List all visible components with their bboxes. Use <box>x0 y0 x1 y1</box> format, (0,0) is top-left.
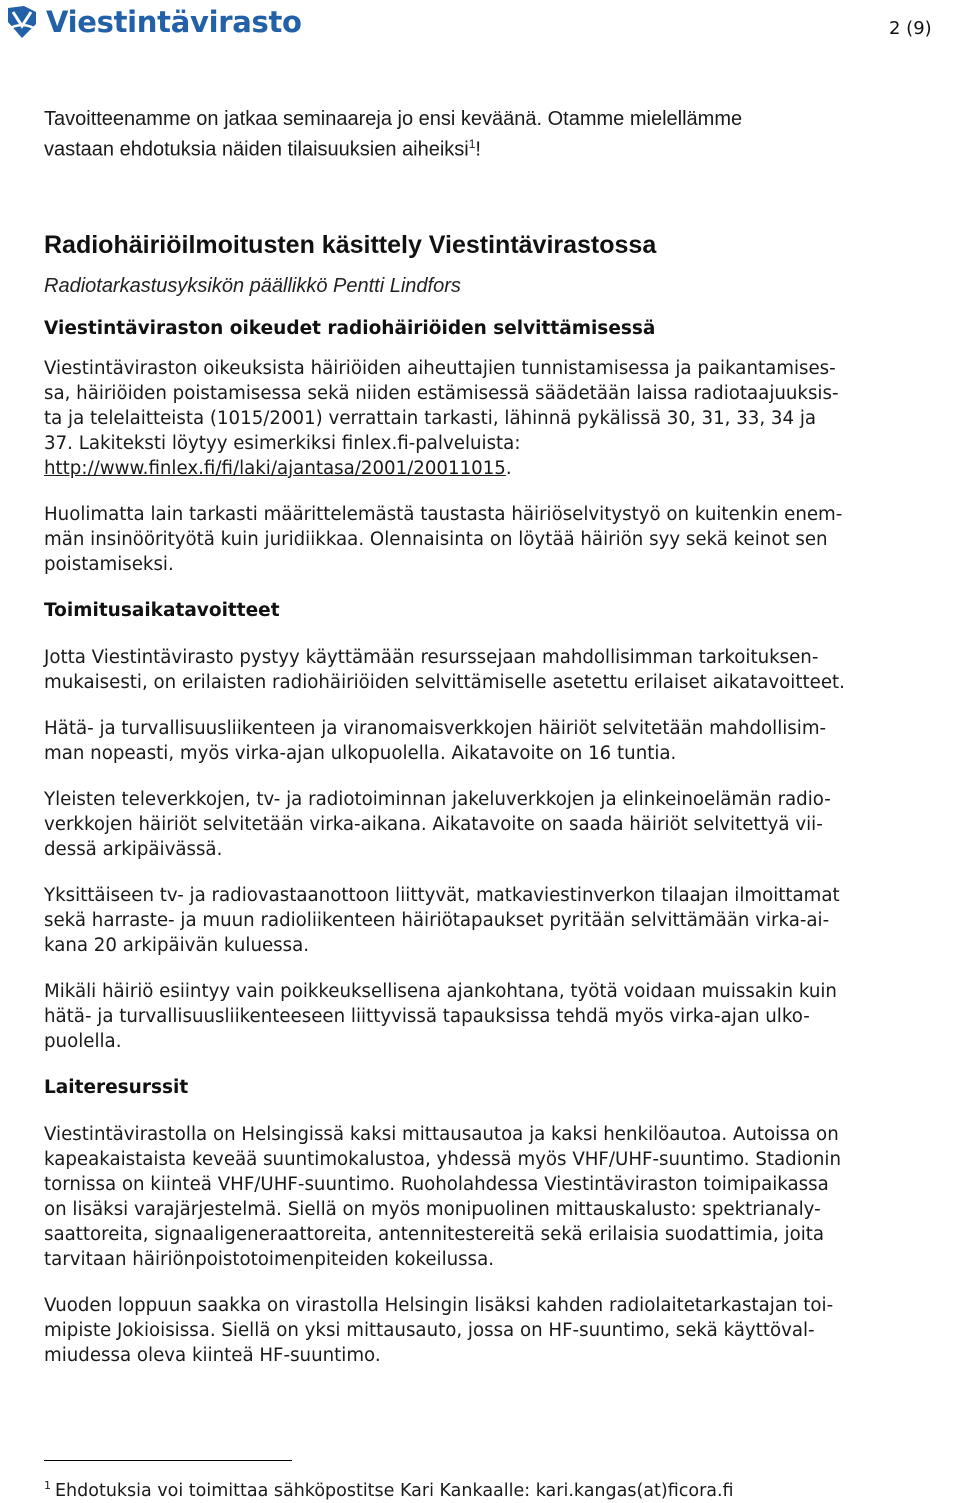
text-line: sa, häiriöiden poistamisessa sekä niiden estämisessä säädetään laissa radiotaajuuksis- <box>44 382 839 404</box>
paragraph-rights <box>44 356 956 481</box>
page-number: 2 (9) <box>889 18 932 39</box>
text-line: dessä arkipäivässä. <box>44 838 223 860</box>
logo-emblem-icon <box>4 2 40 42</box>
text-line: miudessa oleva kiinteä HF-suuntimo. <box>44 1344 381 1366</box>
text-line: kana 20 arkipäivän kuluessa. <box>44 934 310 956</box>
text-line: Viestintäviraston oikeuksista häiriöiden aiheuttajien tunnistamisessa ja paikantamises- <box>44 357 836 379</box>
footnote-ref[interactable]: 1 <box>468 137 476 151</box>
text-line: Jotta Viestintävirasto pystyy käyttämään resurssejaan mahdollisimman tarkoituksen- <box>44 646 819 668</box>
text-line: Yksittäiseen tv- ja radiovastaanottoon liittyvät, matkaviestinverkon tilaajan ilmoittamat <box>44 884 840 906</box>
link-end: . <box>505 457 512 479</box>
intro-line-2-end: ! <box>475 138 481 161</box>
paragraph-delivery-5 <box>44 979 956 1054</box>
text-line: man nopeasti, myös virka-ajan ulkopuolella. Aikatavoite on 16 tuntia. <box>44 742 677 764</box>
text-line: 37. Lakiteksti löytyy esimerkiksi finlex.fi-palveluista: <box>44 432 521 454</box>
text-line: hätä- ja turvallisuusliikenteeseen liittyvissä tapauksissa tehdä myös virka-ajan ulko- <box>44 1005 810 1027</box>
page-header <box>0 0 960 56</box>
text-line: tarvitaan häiriönpoistotoimenpiteiden kokeilussa. <box>44 1248 495 1270</box>
text-line: saattoreita, signaaligeneraattoreita, antennitestereitä sekä erilaisia suodattimia, joita <box>44 1223 825 1245</box>
logo-text: Viestintävirasto <box>46 5 302 39</box>
footnote-number: 1 <box>44 1479 51 1492</box>
text-line: mipiste Jokioisissa. Siellä on yksi mittausauto, jossa on HF-suuntimo, sekä käyttöval- <box>44 1319 815 1341</box>
paragraph-equipment-1 <box>44 1122 956 1272</box>
viestintavirasto-logo <box>4 2 302 42</box>
text-line: verkkojen häiriöt selvitetään virka-aikana. Aikatavoite on saada häiriöt selvitettyä vii- <box>44 813 823 835</box>
paragraph-engineering <box>44 502 956 577</box>
text-line: on lisäksi varajärjestelmä. Siellä on myös monipuolinen mittauskalusto: spektrianaly- <box>44 1198 821 1220</box>
footnote-text: Ehdotuksia voi toimittaa sähköpostitse Kari Kankaalle: kari.kangas(at)ficora.fi <box>55 1480 734 1501</box>
text-line: tornissa on kiinteä VHF/UHF-suuntimo. Ruoholahdessa Viestintäviraston toimipaikassa <box>44 1173 829 1195</box>
intro-line-1: Tavoitteenamme on jatkaa seminaareja jo ensi keväänä. Otamme mielellämme <box>44 108 743 130</box>
paragraph-delivery-1 <box>44 645 956 695</box>
text-line: Viestintävirastolla on Helsingissä kaksi mittausautoa ja kaksi henkilöautoa. Autoissa on <box>44 1123 839 1145</box>
section-heading-equipment: Laiteresurssit <box>44 1076 189 1098</box>
text-line: Hätä- ja turvallisuusliikenteen ja viranomaisverkkojen häiriöt selvitetään mahdollisim- <box>44 717 827 739</box>
text-line: sekä harraste- ja muun radioliikenteen häiriötapaukset pyritään selvittämään virka-ai- <box>44 909 830 931</box>
finlex-link[interactable]: http://www.finlex.fi/fi/laki/ajantasa/2001/20011015 <box>44 457 506 479</box>
document-body <box>44 107 956 1368</box>
paragraph-delivery-4 <box>44 883 956 958</box>
text-line: mukaisesti, on erilaisten radiohäiriöiden selvittämiselle asetettu erilaiset aikatavoitteet. <box>44 671 845 693</box>
text-line: ta ja telelaitteista (1015/2001) verrattain tarkasti, lähinnä pykälissä 30, 31, 33, 34 ja <box>44 407 817 429</box>
text-line: Yleisten televerkkojen, tv- ja radiotoiminnan jakeluverkkojen ja elinkeinoelämän radio- <box>44 788 831 810</box>
document-title: Radiohäiriöilmoitusten käsittely Viestintävirastossa <box>44 230 657 259</box>
text-line <box>44 456 956 481</box>
section-heading-rights: Viestintäviraston oikeudet radiohäiriöiden selvittämisessä <box>44 317 656 339</box>
text-line: Huolimatta lain tarkasti määrittelemästä taustasta häiriöselvitystyö on kuitenkin enem- <box>44 503 843 525</box>
text-line: puolella. <box>44 1030 122 1052</box>
intro-line-2 <box>44 132 956 163</box>
text-line: män insinöörityötä kuin juridiikkaa. Olennaisinta on löytää häiriön syy sekä keinot sen <box>44 528 828 550</box>
paragraph-equipment-2 <box>44 1293 956 1368</box>
paragraph-delivery-2 <box>44 716 956 766</box>
paragraph-delivery-3 <box>44 787 956 862</box>
footnote-divider <box>44 1460 292 1461</box>
text-line: Mikäli häiriö esiintyy vain poikkeuksellisena ajankohtana, työtä voidaan muissakin kuin <box>44 980 837 1002</box>
text-line: poistamiseksi. <box>44 553 174 575</box>
section-heading-delivery-times: Toimitusaikatavoitteet <box>44 599 280 621</box>
text-line: kapeakaistaista keveää suuntimokalustoa, yhdessä myös VHF/UHF-suuntimo. Stadionin <box>44 1148 842 1170</box>
author-line: Radiotarkastusyksikön päällikkö Pentti Lindfors <box>44 274 461 297</box>
intro-line-2-text: vastaan ehdotuksia näiden tilaisuuksien aiheiksi <box>44 138 469 161</box>
text-line: Vuoden loppuun saakka on virastolla Helsingin lisäksi kahden radiolaitetarkastajan toi- <box>44 1294 834 1316</box>
